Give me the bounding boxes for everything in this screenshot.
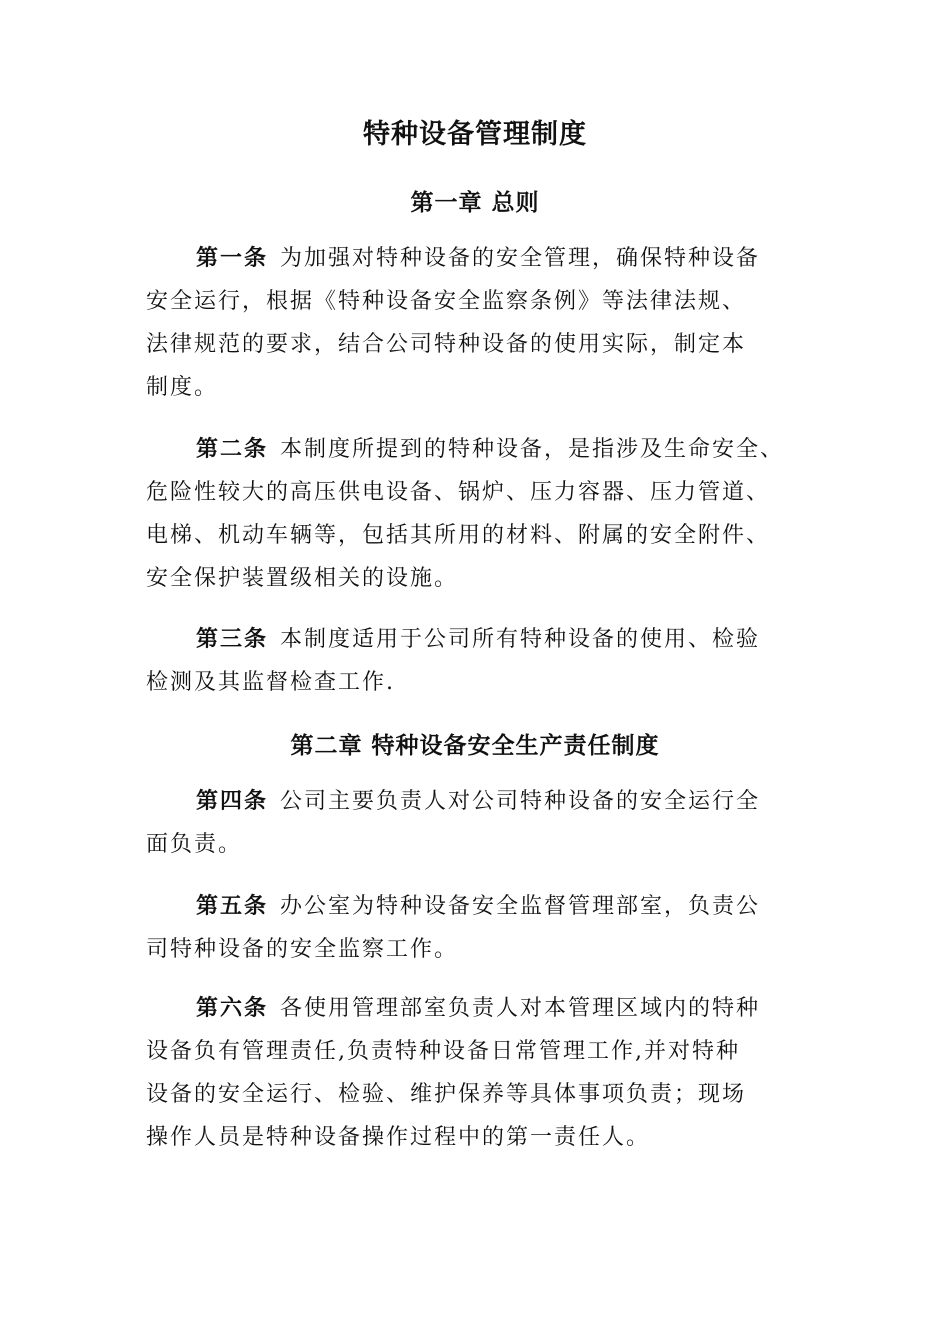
article-6 bbox=[146, 987, 811, 1159]
article-text-line: 危险性较大的高压供电设备、锅炉、压力容器、压力管道、 bbox=[146, 480, 771, 505]
article-2 bbox=[146, 428, 811, 600]
article-5 bbox=[146, 885, 811, 971]
article-label: 第五条 bbox=[196, 893, 269, 919]
article-text-line: 办公室为特种设备安全监督管理部室，负责公 bbox=[280, 894, 761, 919]
article-text-line: 本制度适用于公司所有特种设备的使用、检验 bbox=[280, 627, 761, 652]
article-label: 第四条 bbox=[196, 788, 269, 814]
article-text-line: 安全运行，根据《特种设备安全监察条例》等法律法规、 bbox=[146, 289, 747, 314]
article-text-line: 为加强对特种设备的安全管理，确保特种设备 bbox=[280, 246, 761, 271]
article-text-line: 本制度所提到的特种设备，是指涉及生命安全、 bbox=[280, 437, 785, 462]
article-label: 第三条 bbox=[196, 626, 269, 652]
article-text-line: 设备的安全运行、检验、维护保养等具体事项负责；现场 bbox=[146, 1082, 747, 1107]
article-text-line: 司特种设备的安全监察工作。 bbox=[146, 937, 459, 962]
article-text-line: 电梯、机动车辆等，包括其所用的材料、附属的安全附件、 bbox=[146, 523, 771, 548]
article-4 bbox=[146, 780, 811, 866]
article-text-line: 操作人员是特种设备操作过程中的第一责任人。 bbox=[146, 1125, 651, 1150]
article-text-line: 制度。 bbox=[146, 375, 219, 400]
article-1 bbox=[146, 237, 811, 409]
document-title: 特种设备管理制度 bbox=[363, 119, 587, 150]
article-label: 第六条 bbox=[196, 995, 269, 1021]
chapter-2-heading: 第二章 特种设备安全生产责任制度 bbox=[290, 732, 660, 759]
article-text-line: 安全保护装置级相关的设施。 bbox=[146, 566, 459, 591]
article-text-line: 公司主要负责人对公司特种设备的安全运行全 bbox=[280, 789, 761, 814]
article-label: 第二条 bbox=[196, 436, 269, 462]
article-text-line: 检测及其监督检查工作. bbox=[146, 670, 395, 695]
article-text-line: 各使用管理部室负责人对本管理区域内的特种 bbox=[280, 996, 761, 1021]
article-3 bbox=[146, 618, 811, 704]
article-text-line: 面负责。 bbox=[146, 832, 243, 857]
article-label: 第一条 bbox=[196, 245, 269, 271]
chapter-1-heading: 第一章 总则 bbox=[410, 189, 540, 216]
article-text-line: 法律规范的要求，结合公司特种设备的使用实际，制定本 bbox=[146, 332, 747, 357]
article-text-line: 设备负有管理责任,负责特种设备日常管理工作,并对特种 bbox=[146, 1039, 740, 1064]
